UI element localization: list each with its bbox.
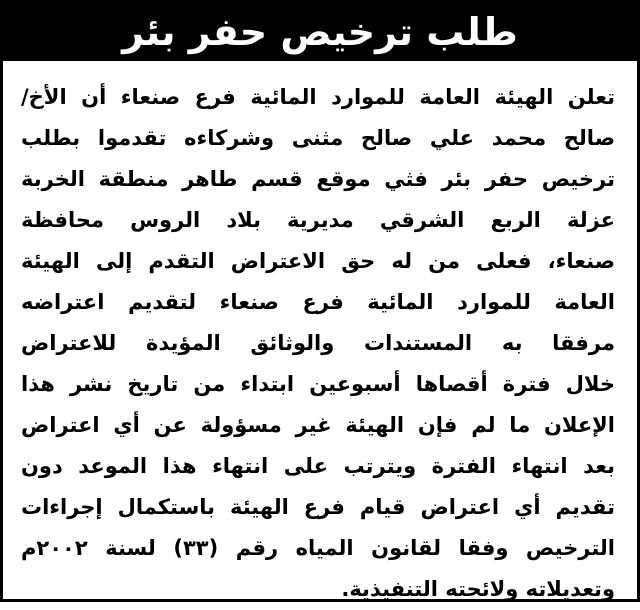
notice-line: خلال فترة أقصاها أسبوعين ابتداء من تاريخ نشر هذا [21,372,615,396]
notice-line: صالح محمد علي صالح مثنى وشركاءه تقدموا بطلب [21,126,615,150]
notice-line: الترخيص وفقا لقانون المياه رقم (٣٣) لسنة ٢٠٠٢م [21,536,615,560]
notice-line: ترخيص حفر بئر فثي موقع قسم طاهر منطقة الخربة [21,167,615,191]
notice-line: تقديم أي اعتراض قيام فرع الهيئة باستكمال إجراءات [21,495,615,519]
notice-line: الإعلان ما لم فإن الهيئة غير مسؤولة عن أي اعتراض [21,413,615,437]
notice-line: مرفقا به المستندات والوثائق المؤيدة للاعتراض [21,331,615,355]
notice-line: عزلة الربع الشرقي مديرية بلاد الروس محافظة [21,208,615,232]
notice-body [21,77,615,610]
notice-line: وتعديلاته ولائحته التنفيذية. [341,577,615,601]
notice-line: تعلن الهيئة العامة للموارد المائية فرع صنعاء أن الأخ/ [21,85,615,109]
notice-title: طلب ترخيص حفر بئر [122,10,518,54]
notice-line: صنعاء، فعلى من له حق الاعتراض التقدم إلى الهيئة [21,249,615,273]
notice-title-bar [3,3,637,61]
notice-line: بعد انتهاء الفترة ويترتب على انتهاء هذا الموعد دون [21,454,615,478]
notice-line: العامة للموارد المائية فرع صنعاء لتقديم اعتراضه [21,290,615,314]
